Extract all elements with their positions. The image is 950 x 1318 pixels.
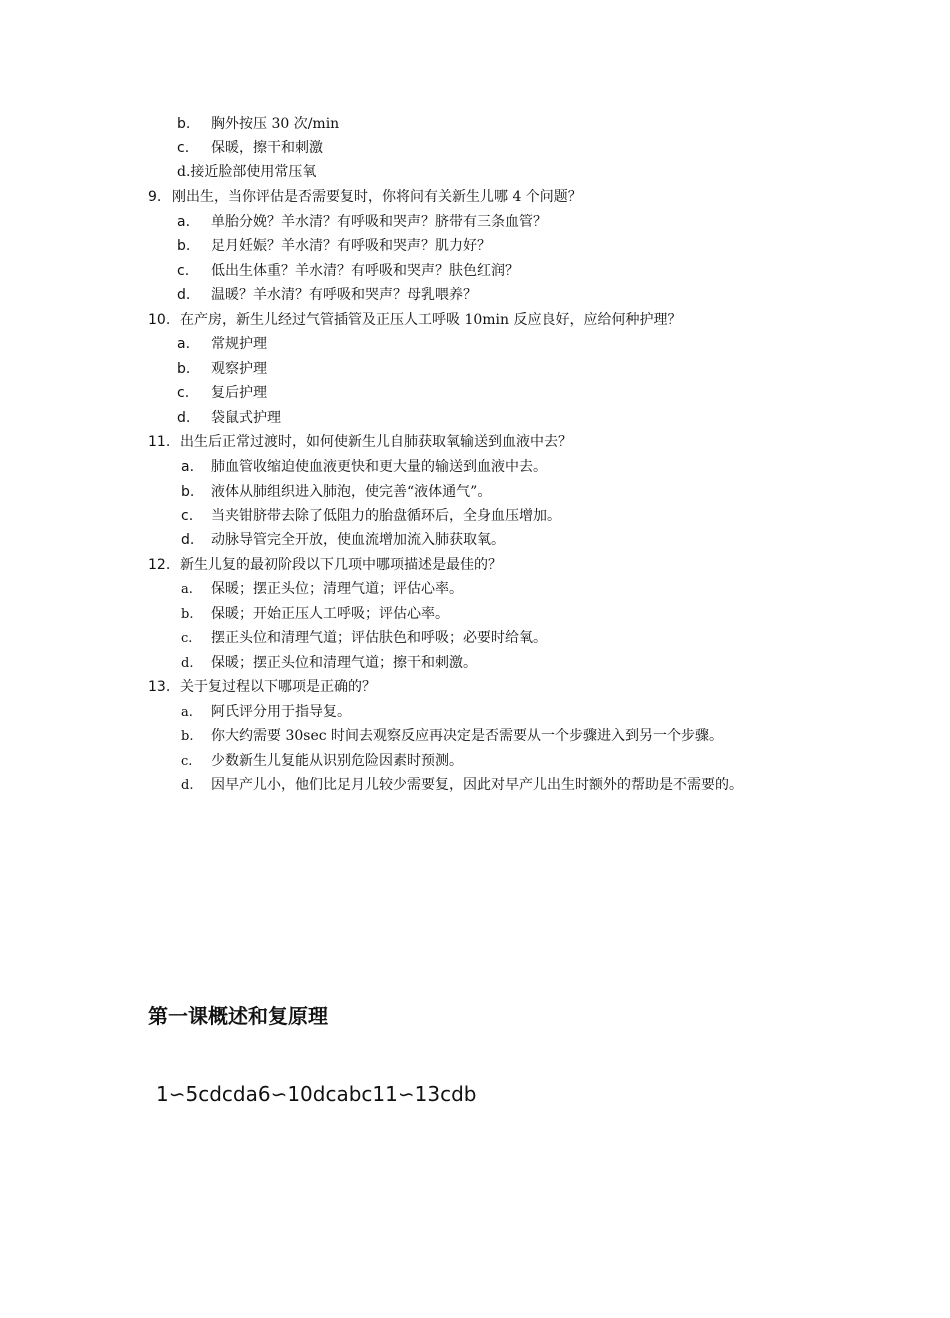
option-label: c. — [181, 754, 193, 769]
option-label: d. — [181, 532, 195, 548]
question-text: 关于复过程以下哪项是正确的？ — [180, 679, 376, 695]
option-label: a. — [181, 705, 193, 720]
question-text: 在产房，新生儿经过气管插管及正压人工呼吸 10min 反应良好，应给何种护理？ — [180, 312, 682, 328]
option-line — [177, 212, 547, 232]
option-text: 低出生体重？羊水清？有呼吸和哭声？肤色红润？ — [211, 263, 519, 279]
question-number: 12. — [148, 557, 171, 573]
option-line — [181, 653, 477, 674]
option-label: c. — [181, 631, 193, 646]
question-number: 11. — [148, 434, 171, 450]
question-12 — [148, 555, 502, 575]
option-text: 观察护理 — [211, 361, 267, 377]
option-label: d. — [181, 778, 194, 793]
option-label: d. — [177, 287, 191, 303]
option-text: 保暖；摆正头位；清理气道；评估心率。 — [211, 581, 463, 597]
option-text: 摆正头位和清理气道；评估肤色和呼吸；必要时给氧。 — [211, 630, 547, 646]
option-text: 当夹钳脐带去除了低阻力的胎盘循环后，全身血压增加。 — [211, 508, 561, 524]
option-label: c. — [177, 140, 190, 156]
option-label: a. — [181, 582, 193, 597]
option-text: 足月妊娠？羊水清？有呼吸和哭声？肌力好？ — [211, 238, 491, 254]
option-line — [181, 702, 351, 723]
option-line — [181, 506, 561, 526]
option-text: 常规护理 — [211, 336, 267, 352]
option-label: d. — [181, 656, 194, 671]
question-number: 13. — [148, 679, 171, 695]
option-label: a. — [177, 214, 191, 230]
question-text: 出生后正常过渡时，如何使新生儿自肺获取氧输送到血液中去？ — [180, 434, 572, 450]
question-10 — [148, 310, 681, 330]
option-line — [181, 482, 491, 502]
option-line — [181, 530, 505, 550]
option-label: a. — [181, 459, 195, 475]
question-text: 刚出生，当你评估是否需要复时，你将问有关新生儿哪 4 个问题？ — [172, 189, 582, 205]
answer-key: 1∽5cdcda6∽10dcabc11∽13cdb — [156, 1082, 477, 1106]
option-label: a. — [177, 336, 191, 352]
option-label: c. — [177, 385, 190, 401]
option-text: 液体从肺组织进入肺泡，使完善“液体通气”。 — [211, 484, 492, 500]
option-line — [177, 261, 519, 281]
option-text: 保暖；开始正压人工呼吸；评估心率。 — [211, 606, 449, 622]
option-line — [181, 604, 449, 625]
option-line — [181, 579, 463, 600]
question-13 — [148, 677, 376, 697]
option-line — [177, 236, 491, 256]
option-label: b. — [181, 484, 195, 500]
option-text: 单胎分娩？羊水清？有呼吸和哭声？脐带有三条血管？ — [211, 214, 547, 230]
option-line — [181, 628, 547, 649]
option-line — [181, 726, 723, 747]
option-label: b. — [177, 116, 191, 132]
option-text: 袋鼠式护理 — [211, 410, 281, 426]
question-text: 新生儿复的最初阶段以下几项中哪项描述是最佳的？ — [180, 557, 502, 573]
option-label: c. — [181, 508, 194, 524]
question-number: 10. — [148, 312, 171, 328]
option-line — [181, 457, 547, 477]
option-text: 复后护理 — [211, 385, 267, 401]
option-label: b. — [181, 729, 194, 744]
option-text: 动脉导管完全开放，使血流增加流入肺获取氧。 — [211, 532, 505, 548]
question-number: 9. — [148, 189, 162, 205]
option-label: c. — [177, 263, 190, 279]
option-label: b. — [177, 361, 191, 377]
option-text: 胸外按压 30 次/min — [211, 116, 340, 132]
option-line — [181, 751, 463, 772]
option-text: 温暖？羊水清？有呼吸和哭声？母乳喂养？ — [211, 287, 477, 303]
option-line — [177, 114, 339, 134]
option-text: 少数新生儿复能从识别危险因素时预测。 — [211, 753, 463, 769]
option-text: 因早产儿小，他们比足月儿较少需要复，因此对早产儿出生时额外的帮助是不需要的。 — [211, 777, 743, 793]
option-label: d. — [177, 410, 191, 426]
option-label: b. — [177, 238, 191, 254]
option-line — [177, 408, 281, 428]
option-line — [177, 138, 323, 158]
option-text: 保暖；摆正头位和清理气道；擦干和刺激。 — [211, 655, 477, 671]
option-line — [177, 162, 316, 182]
option-text: 你大约需要 30sec 时间去观察反应再决定是否需要从一个步骤进入到另一个步骤。 — [211, 728, 724, 744]
option-line — [177, 334, 267, 354]
option-text: 肺血管收缩迫使血液更快和更大量的输送到血液中去。 — [211, 459, 547, 475]
option-line — [177, 285, 477, 305]
question-11 — [148, 432, 572, 452]
option-text: 保暖，擦干和刺激 — [211, 140, 323, 156]
option-text: d.接近脸部使用常压氧 — [177, 164, 317, 180]
option-line — [177, 383, 267, 403]
question-9 — [148, 187, 582, 207]
option-line — [181, 775, 743, 796]
option-label: b. — [181, 607, 194, 622]
option-line — [177, 359, 267, 379]
section-title: 第一课概述和复原理 — [148, 1004, 328, 1028]
option-text: 阿氏评分用于指导复。 — [211, 704, 351, 720]
